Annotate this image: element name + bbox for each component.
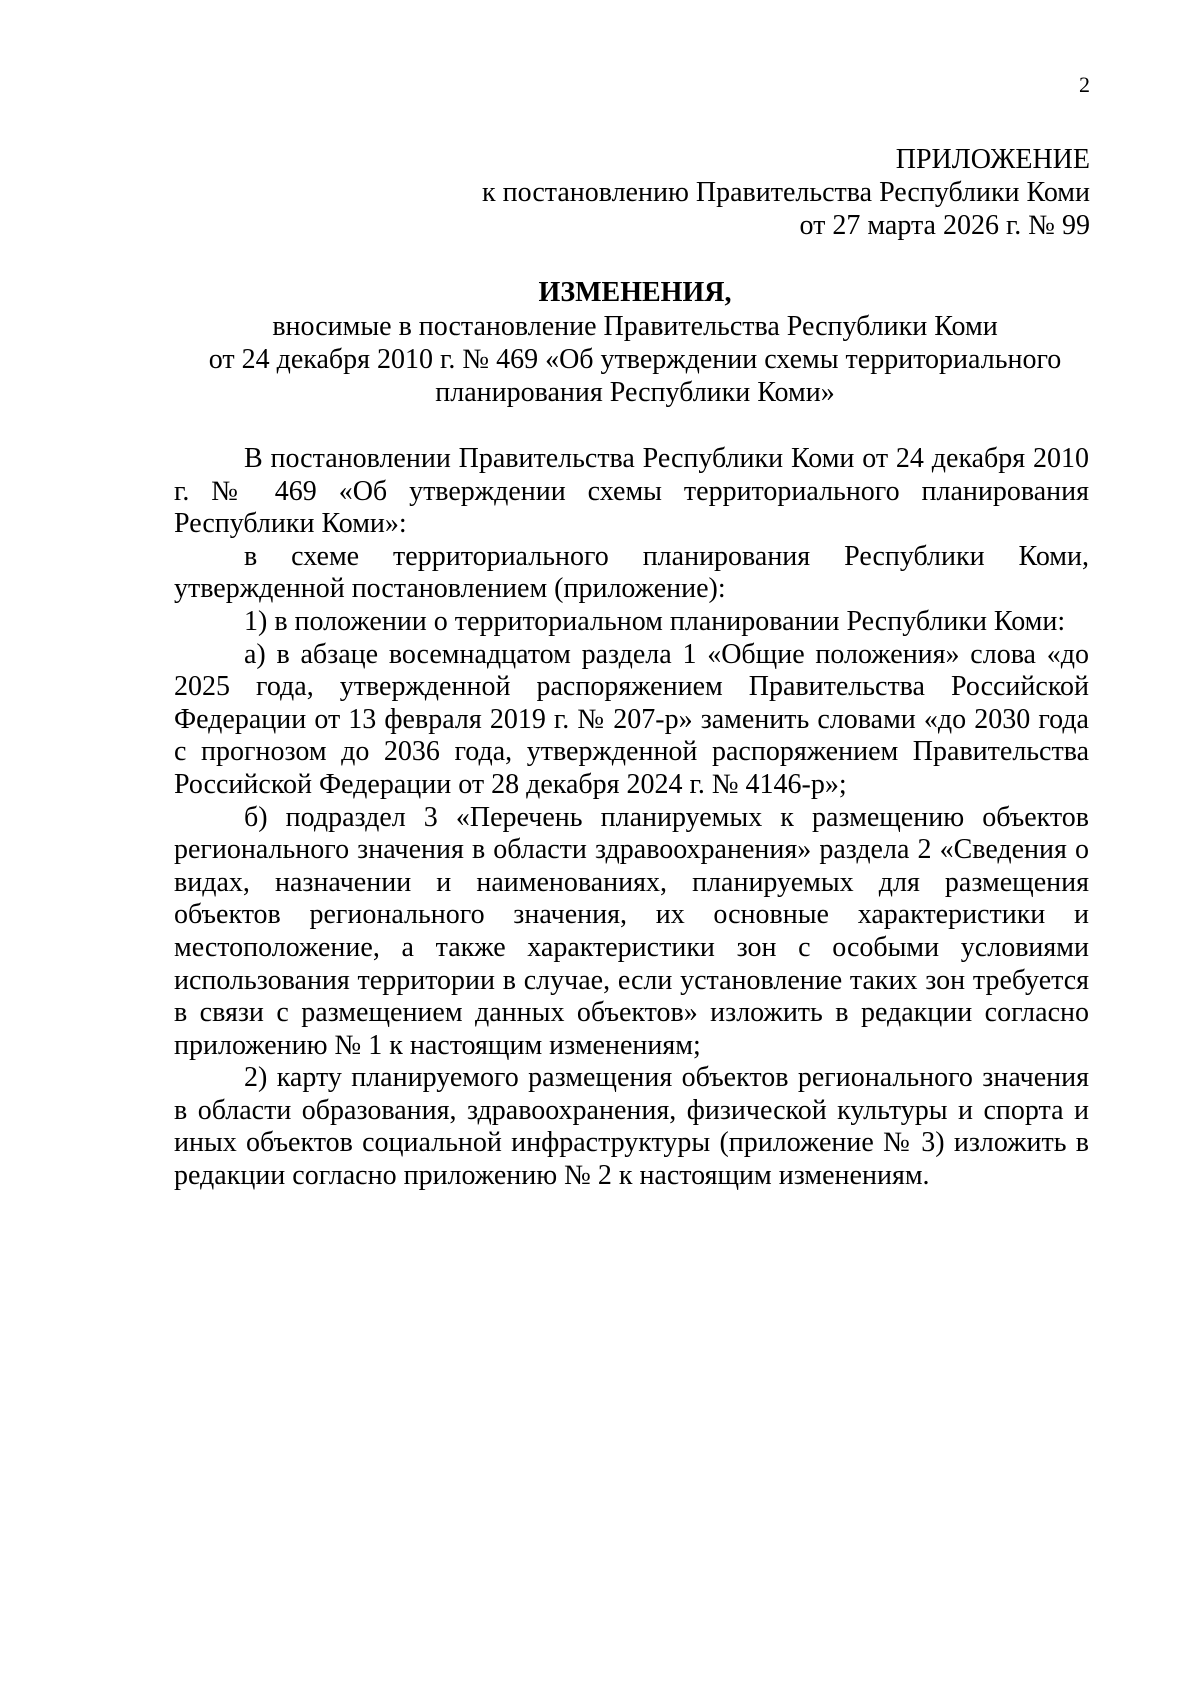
document-subtitle-line-2: от 24 декабря 2010 г. № 469 «Об утверждении схемы территориального xyxy=(208,344,1062,375)
appendix-date-number: от 27 марта 2026 г. № 99 xyxy=(799,210,1090,241)
document-title-block xyxy=(130,276,1140,409)
paragraph-item-1: 1) в положении о территориальном планировании Республики Коми: xyxy=(244,605,1066,637)
document-subtitle-line-1: вносимые в постановление Правительства Республики Коми xyxy=(272,311,998,342)
document-heading: ИЗМЕНЕНИЯ, xyxy=(538,277,732,308)
appendix-block xyxy=(400,143,1090,242)
page-number: 2 xyxy=(1079,72,1090,97)
paragraph-item-1b: б) подраздел 3 «Перечень планируемых к размещению объектов регионального значения в области здравоохранения» раздела 2 «Сведения о видах, назначении и наименованиях, планируемых для размещения объектов регионального значения, их основные характеристики и местоположение, а также характеристики зон с особыми условиями использования территории в случае, если установление таких зон требуется в связи с размещением данных объектов» изложить в редакции согласно приложению № 1 к настоящим изменениям; xyxy=(174,801,1089,1061)
paragraph-intro: В постановлении Правительства Республики Коми от 24 декабря 2010 г. № 469 «Об утверждении схемы территориального планирования Республики Коми»: xyxy=(174,443,1089,540)
document-body xyxy=(174,443,1089,1193)
paragraph-item-1a: а) в абзаце восемнадцатом раздела 1 «Общие положения» слова «до 2025 года, утвержденной распоряжением Правительства Российской Федерации от 13 февраля 2019 г. № 207-р» заменить словами «до 2030 года с прогнозом до 2036 года, утвержденной распоряжением Правительства Российской Федерации от 28 декабря 2024 г. № 4146-р»; xyxy=(174,638,1089,800)
paragraph-scheme: в схеме территориального планирования Республики Коми, утвержденной постановлением (приложение): xyxy=(174,540,1089,605)
document-subtitle-line-3: планирования Республики Коми» xyxy=(435,377,835,408)
appendix-label: ПРИЛОЖЕНИЕ xyxy=(895,144,1090,175)
appendix-reference: к постановлению Правительства Республики Коми xyxy=(482,177,1090,208)
paragraph-item-2: 2) карту планируемого размещения объектов регионального значения в области образования, здравоохранения, физической культуры и спорта и иных объектов социальной инфраструктуры (приложение № 3) изложить в редакции согласно приложению № 2 к настоящим изменениям. xyxy=(174,1062,1089,1192)
